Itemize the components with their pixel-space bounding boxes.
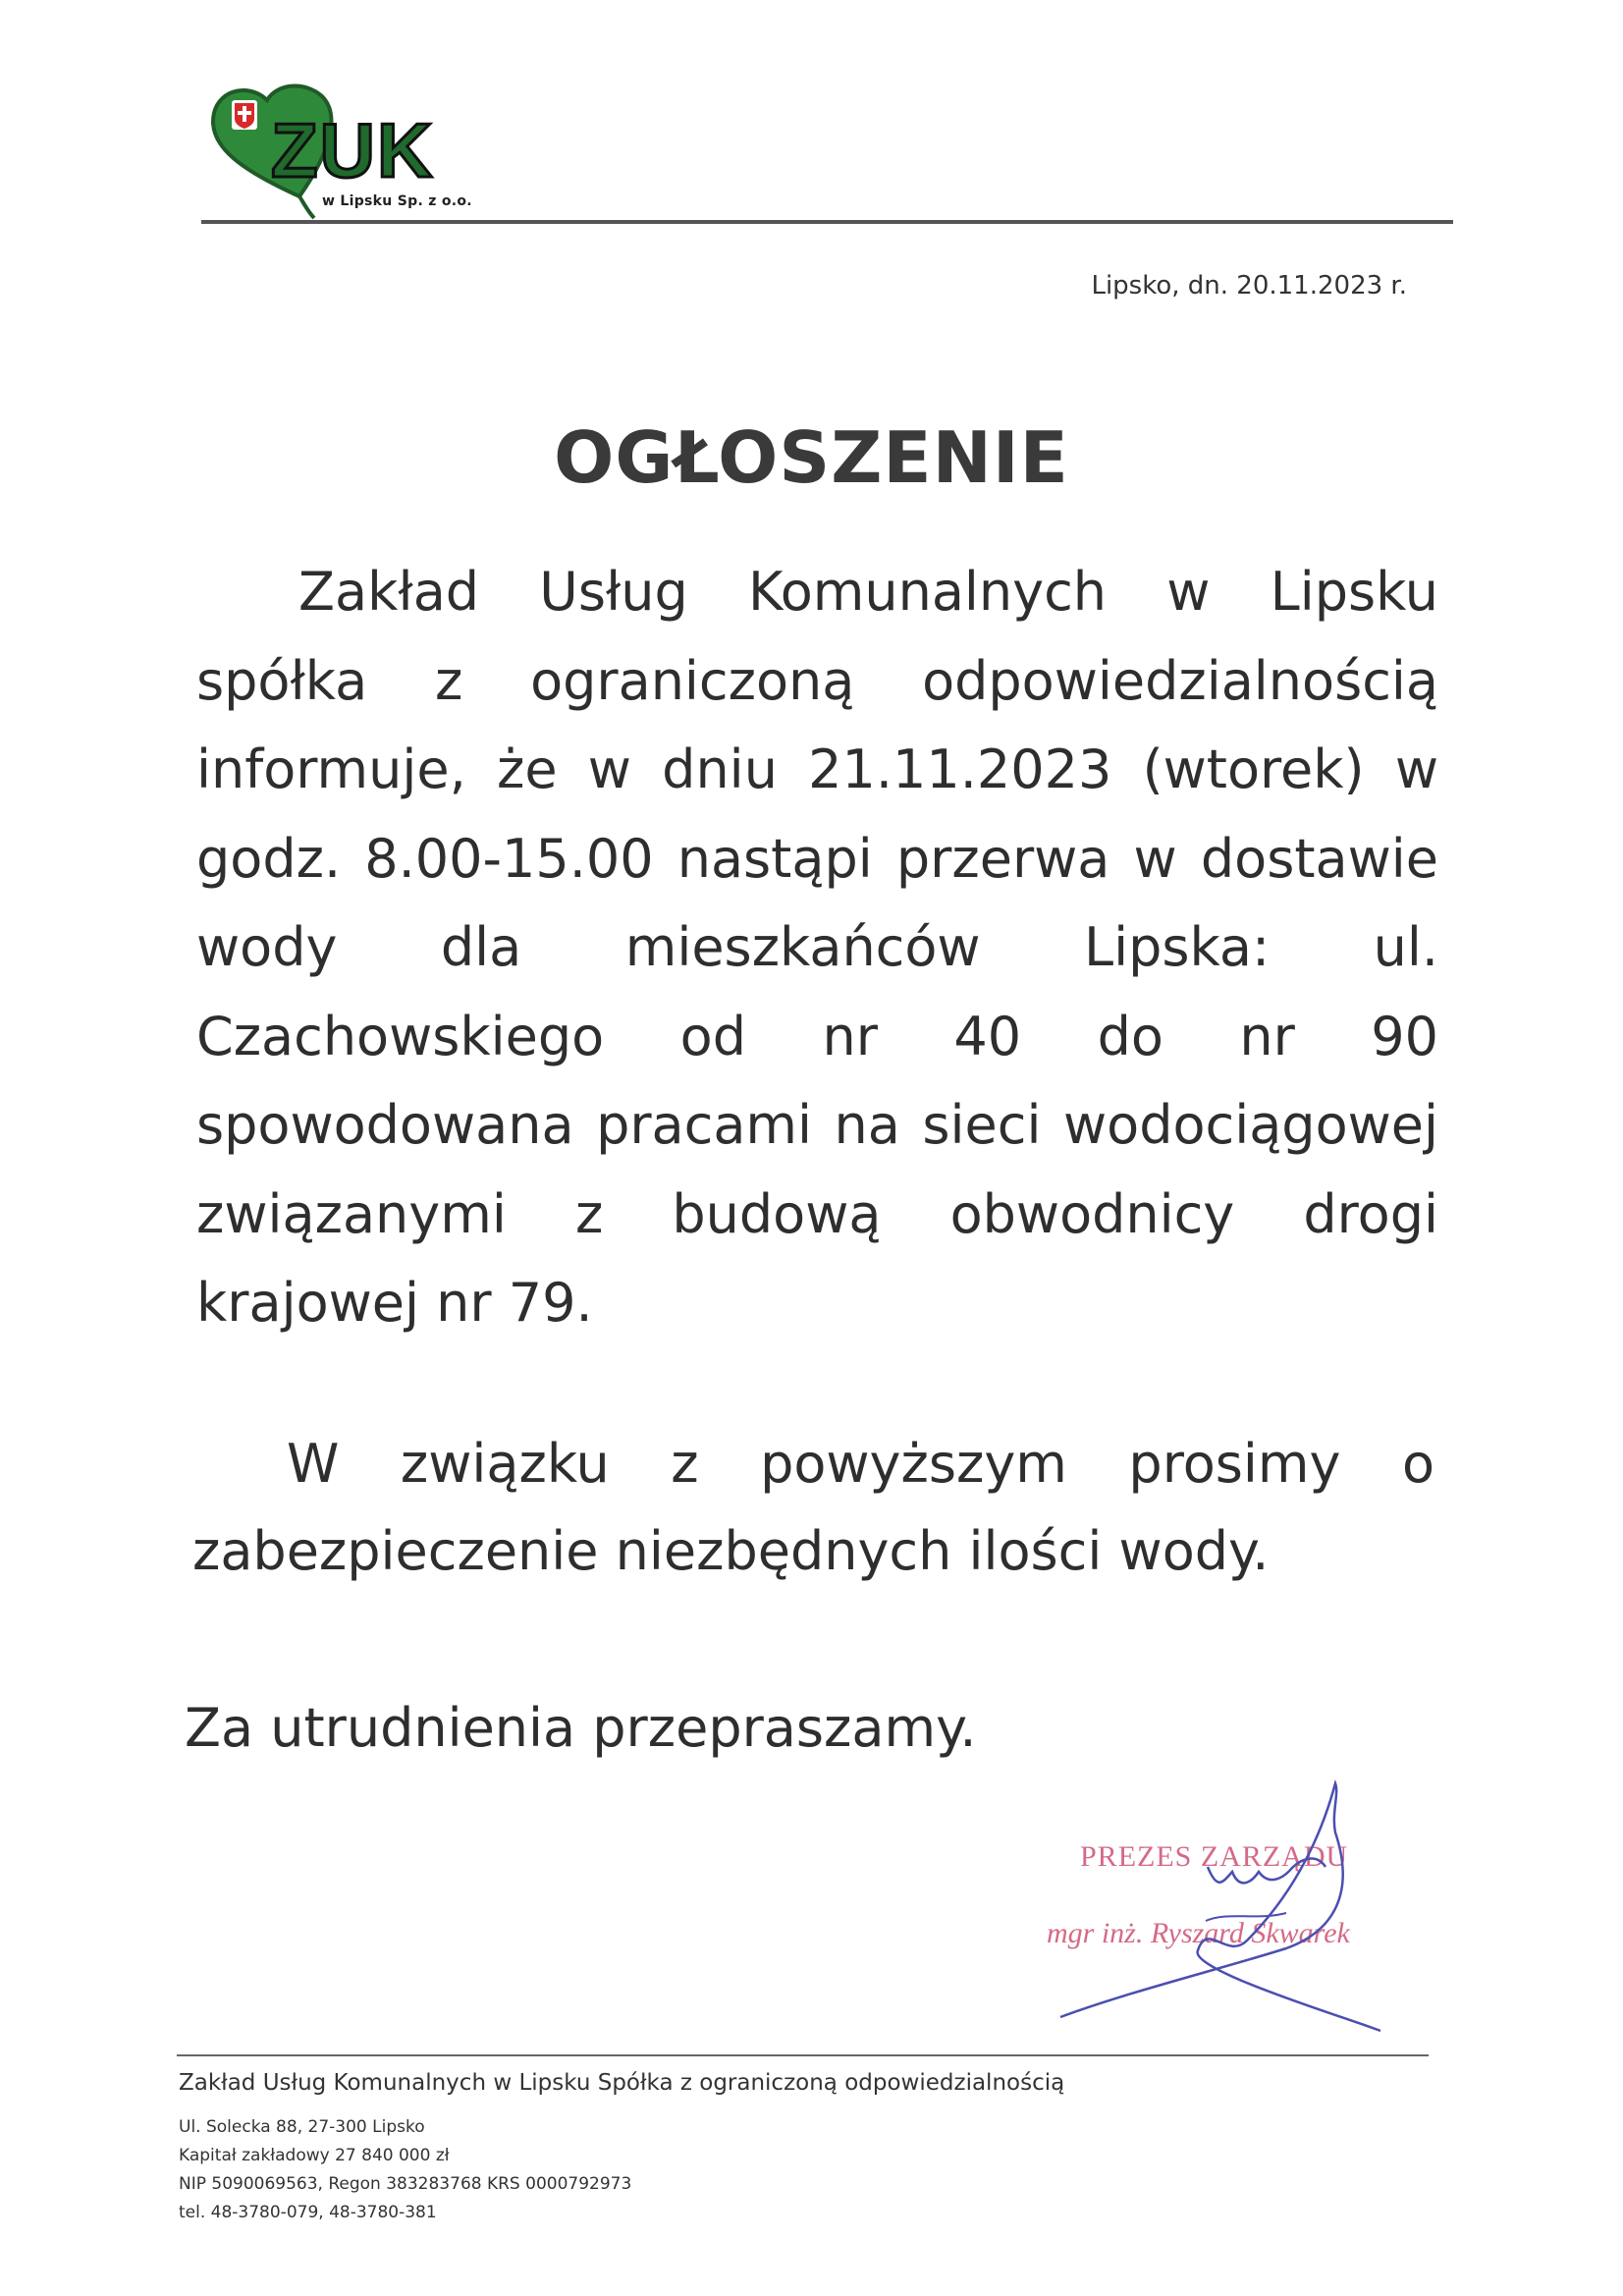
footer-details [179,2113,631,2227]
company-logo [206,79,530,226]
footer-divider [177,2054,1429,2056]
notice-title: OGŁOSZENIE [554,416,1069,499]
logo-brand-text: ZUK [271,107,435,193]
signature-stamp [1041,1774,1394,2039]
notice-paragraph-request: W związku z powyższym prosimy o zabezpieczenie niezbędnych ilości wody. [192,1433,1434,1582]
footer-phone: tel. 48-3780-079, 48-3780-381 [179,2203,437,2222]
notice-paragraph-main: Zakład Usług Komunalnych w Lipsku spółka z ograniczoną odpowiedzialnością informuje, że w dniu 21.11.2023 (wtorek) w godz. 8.00-15.00 nastąpi przerwa w dostawie wody dla mieszkańców Lipska: ul. Czachowskiego od nr 40 do nr 90 spowodowana pracami na sieci wodociągowej związanymi z budową obwodnicy drogi krajowej nr 79. [196,561,1438,1334]
stamp-name: mgr inż. Ryszard Skwarek [1047,1917,1350,1949]
notice-closing: Za utrudnienia przepraszamy. [185,1697,977,1759]
handwritten-signature [1041,1774,1394,2039]
footer-address: Ul. Solecka 88, 27-300 Lipsko [179,2117,425,2137]
document-date: Lipsko, dn. 20.11.2023 r. [1091,271,1407,301]
stamp-title: PREZES ZARZĄDU [1080,1840,1349,1873]
footer-capital: Kapitał zakładowy 27 840 000 zł [179,2146,450,2165]
logo-subtitle: w Lipsku Sp. z o.o. [322,193,472,209]
footer-company-name: Zakład Usług Komunalnych w Lipsku Spółka z ograniczoną odpowiedzialnością [179,2070,1065,2096]
footer-registry: NIP 5090069563, Regon 383283768 KRS 0000792973 [179,2174,632,2194]
header-divider [201,220,1453,224]
